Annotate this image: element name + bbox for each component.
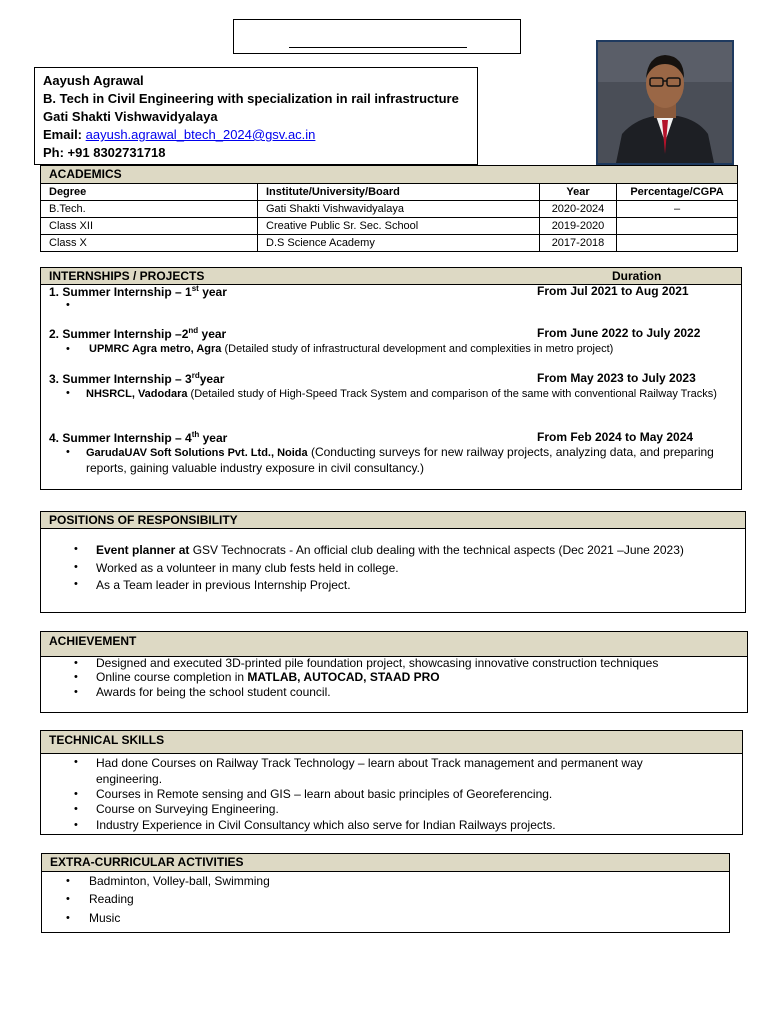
position-role: Event planner at — [96, 543, 190, 557]
cell-institute: Gati Shakti Vishwavidyalaya — [258, 201, 540, 218]
candidate-degree: B. Tech in Civil Engineering with specialization in rail infrastructure — [43, 91, 459, 106]
bullet: • — [74, 543, 78, 555]
email-link[interactable]: aayush.agrawal_btech_2024@gsv.ac.in — [85, 127, 316, 142]
candidate-phone: Ph: +91 8302731718 — [43, 145, 166, 160]
achievement-text: Online course completion in — [96, 670, 248, 684]
table-row — [41, 235, 738, 252]
cell-degree: Class XII — [41, 218, 258, 235]
bullet: • — [66, 299, 70, 311]
item-number: 3. — [49, 372, 60, 386]
internship-desc — [86, 387, 726, 401]
item-title: Summer Internship – 3 — [62, 372, 192, 386]
bullet: • — [66, 343, 70, 355]
internship-desc — [89, 343, 729, 355]
cell-percentage — [617, 235, 738, 252]
internship-desc — [86, 445, 726, 476]
candidate-university: Gati Shakti Vishwavidyalaya — [43, 109, 218, 124]
positions-header: POSITIONS OF RESPONSIBILITY — [40, 511, 746, 529]
cell-institute: D.S Science Academy — [258, 235, 540, 252]
item-title: Summer Internship –2 — [62, 327, 189, 341]
profile-photo — [596, 40, 734, 165]
item-title-suffix: year — [198, 327, 227, 341]
candidate-name: Aayush Agrawal — [43, 73, 144, 88]
internship-org: UPMRC Agra metro, Agra — [89, 343, 222, 355]
bullet: • — [74, 671, 78, 683]
extra-item: Music — [89, 911, 121, 925]
person-portrait-icon — [598, 42, 732, 163]
internship-duration: From Jul 2021 to Aug 2021 — [537, 284, 689, 298]
academics-header: ACADEMICS — [40, 165, 738, 184]
item-title-suffix: year — [198, 285, 227, 299]
internship-detail: (Conducting surveys for new railway projects, analyzing data, and preparing reports, gaining valuable industry exposure in civil consultancy.) — [86, 445, 714, 475]
achievement-courses: MATLAB, AUTOCAD, STAAD PRO — [247, 670, 440, 684]
internship-title — [49, 326, 226, 341]
item-number: 4. — [49, 431, 60, 445]
position-detail: GSV Technocrats - An official club dealing with the technical aspects (Dec 2021 –June 2023) — [189, 543, 684, 557]
item-sup: st — [191, 284, 199, 293]
skills-header: TECHNICAL SKILLS — [40, 730, 743, 754]
cell-year: 2017-2018 — [540, 235, 617, 252]
item-sup: nd — [188, 326, 199, 335]
col-year: Year — [540, 184, 617, 201]
item-sup: th — [191, 430, 200, 439]
skill-item: Industry Experience in Civil Consultancy which also serve for Indian Railways projects. — [96, 818, 556, 832]
cell-percentage — [617, 218, 738, 235]
table-row — [41, 218, 738, 235]
item-sup: rd — [191, 371, 200, 380]
internship-detail: (Detailed study of High-Speed Track System and comparison of the same with conventional Railway Tracks) — [187, 388, 717, 400]
position-item: As a Team leader in previous Internship Project. — [96, 578, 351, 592]
cell-degree: Class X — [41, 235, 258, 252]
candidate-email-row — [43, 127, 315, 142]
internship-title — [49, 430, 227, 445]
table-row — [41, 201, 738, 218]
achievement-header: ACHIEVEMENT — [40, 631, 748, 657]
achievement-item — [96, 670, 440, 684]
skill-item: Courses in Remote sensing and GIS – learn about basic principles of Georeferencing. — [96, 787, 553, 801]
bullet: • — [74, 561, 78, 573]
email-label: Email: — [43, 127, 83, 142]
cell-year: 2020-2024 — [540, 201, 617, 218]
cell-institute: Creative Public Sr. Sec. School — [258, 218, 540, 235]
extra-header: EXTRA-CURRICULAR ACTIVITIES — [41, 853, 730, 872]
col-institute: Institute/University/Board — [258, 184, 540, 201]
duration-label: Duration — [612, 269, 662, 283]
bullet: • — [66, 875, 70, 887]
position-item: Worked as a volunteer in many club fests held in college. — [96, 561, 399, 575]
internship-title — [49, 371, 224, 386]
title-box — [233, 19, 521, 54]
item-title-suffix: year — [199, 431, 228, 445]
bullet: • — [66, 912, 70, 924]
item-title: Summer Internship – 1 — [62, 285, 192, 299]
internship-duration: From Feb 2024 to May 2024 — [537, 430, 694, 444]
internships-title: INTERNSHIPS / PROJECTS — [49, 269, 205, 283]
internship-detail: (Detailed study of infrastructural development and complexities in metro project) — [221, 343, 614, 355]
achievement-item: Awards for being the school student council. — [96, 685, 331, 699]
internship-title — [49, 284, 227, 299]
table-header-row — [41, 184, 738, 201]
bullet: • — [66, 446, 70, 458]
bullet: • — [66, 387, 70, 399]
extra-item: Reading — [89, 892, 134, 906]
bullet: • — [74, 756, 78, 768]
bullet: • — [74, 657, 78, 669]
bullet: • — [66, 893, 70, 905]
internship-duration: From June 2022 to July 2022 — [537, 326, 701, 340]
cell-degree: B.Tech. — [41, 201, 258, 218]
item-number: 1. — [49, 285, 60, 299]
item-title: Summer Internship – 4 — [62, 431, 192, 445]
cell-year: 2019-2020 — [540, 218, 617, 235]
internship-duration: From May 2023 to July 2023 — [537, 371, 696, 385]
item-number: 2. — [49, 327, 60, 341]
position-item — [96, 543, 684, 557]
item-title-suffix: year — [199, 372, 225, 386]
col-percentage: Percentage/CGPA — [617, 184, 738, 201]
bullet: • — [74, 686, 78, 698]
bullet: • — [74, 819, 78, 831]
col-degree: Degree — [41, 184, 258, 201]
cell-percentage: – — [617, 201, 738, 218]
internship-org: NHSRCL, Vadodara — [86, 388, 188, 400]
skill-item: Had done Courses on Railway Track Technology – learn about Track management and permanent way engineering. — [96, 756, 643, 786]
bullet: • — [74, 578, 78, 590]
internship-org: GarudaUAV Soft Solutions Pvt. Ltd., Noida — [86, 447, 308, 459]
internships-header — [40, 267, 742, 285]
bullet: • — [74, 788, 78, 800]
bullet: • — [74, 803, 78, 815]
title-underline — [289, 47, 467, 48]
extra-item: Badminton, Volley-ball, Swimming — [89, 874, 270, 888]
academics-table — [40, 183, 738, 252]
skill-item: Course on Surveying Engineering. — [96, 802, 279, 816]
achievement-item: Designed and executed 3D-printed pile foundation project, showcasing innovative construction techniques — [96, 656, 659, 670]
